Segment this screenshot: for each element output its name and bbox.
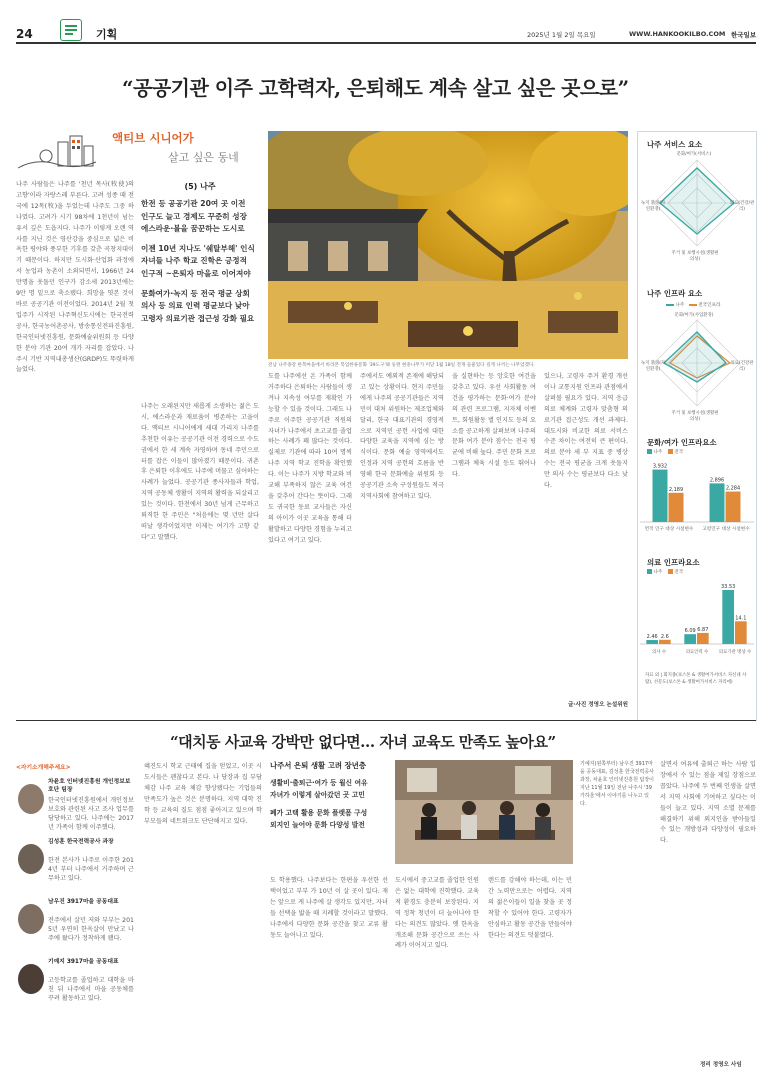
callout-title: 나주서 은퇴 생활 고려 장년층 <box>270 761 366 770</box>
main-photo <box>268 131 628 359</box>
page-number: 24 <box>16 27 33 41</box>
series-logo <box>16 128 256 174</box>
deck-line: 이젠 10년 지나도 '쉐탈부해' 인식 <box>141 243 255 253</box>
bar-value-label: 3,932 <box>652 463 668 470</box>
deck-line: 고령자 의료기관 접근성 강화 필요 <box>141 313 255 323</box>
panelist-name: 기예지 3917마을 공동대표 <box>48 959 119 965</box>
bar-나주 <box>710 483 725 522</box>
sidebar-source: 자료 외 | 회지종(보스톤 & 생활여가서비스 자신네 사람), 선문도(보스톤 & 생활여가서비스 자리에) <box>645 673 747 685</box>
bar2-title: 의료 인프라요소 <box>647 558 700 567</box>
callout-box <box>270 760 390 868</box>
photo-caption: 전남 나주종강 한복마을에서 바라본 복업한류문화 '39도구'봐 둥뛴 현중나무가 미닫 1월 18일 전개 들물있다 깊게 나끼는 나무었겠다. <box>268 363 535 368</box>
deck-line: 인구적 ~은퇴자 마을로 이어져야 <box>141 268 251 278</box>
bar-value-label: 6.87 <box>697 626 709 633</box>
panelist-name: 남우진 3917마을 공동대표 <box>48 899 119 905</box>
deck-line: 에스라운·볼을 꿈꾼하는 도시로 <box>141 224 245 234</box>
top-article-col5: 을 실현하는 등 앙호한 여건을 갖추고 있다. 우선 사회활동 여건을 평가하는 문화·여가 분야의 관련 프로그램, 지자체 이벤트, 회원활동 별 인지도 등의 요소를 공고하게 살펴보며 나주의 문화 여가 분야 점수는 전국 평균에 비해 높다. 주민 문화 프로그램과 체육 시설 등도 뛰어나다. <box>452 373 536 479</box>
bar-전국 <box>659 640 671 644</box>
bar-나주 <box>646 640 658 644</box>
bottom-article-col5: 랜드를 강해야 하는데, 이는 민간 노력만으로는 어렵다. 지역의 젊은이들이 일을 찾을 곳 정착할 수 있어야 한다. 고령자가 안심하고 활동 공간을 만들어야 한다는 의견도 덧붙였다. <box>488 877 572 939</box>
callout-line: 생활비·출퇴근·여가 등 월신 여유 <box>270 779 368 787</box>
main-headline: “공공기관 이주 고학력자, 은퇴해도 계속 살고 싶은 곳으로” <box>122 76 629 100</box>
legend-label: 전국 <box>674 450 684 455</box>
bar-전국 <box>735 621 747 644</box>
panelist-text: 한국인터넷진흥원에서 개인정보 보호와 관련된 사고 조사 업무를 담당하고 있다. 나주에는 2017년 가족이 함께 이주했다. <box>48 797 134 831</box>
deck-line: 자녀들 나주 학교 진학은 긍정적 <box>141 256 247 266</box>
bottom-byline: 정리 정영오 사임 <box>700 1062 742 1068</box>
bar-전국 <box>697 633 709 644</box>
bar-value-label: 6.09 <box>684 628 696 635</box>
panelist-card <box>16 778 134 836</box>
panel-photo <box>395 760 573 864</box>
radar1-label-left: 녹지 환경(자연환경) <box>640 201 666 212</box>
callout-line: 외지인 늘어야 문화 다양성 발전 <box>270 821 365 829</box>
top-article-col1: 나주 사람들은 나주를 '천년 목사(牧使)의 고향'이라 자랑스레 부른다. 고려 성종 때 전국에 12목(牧)을 두었는데 나주도 그중 하나였다. 고려가 시기 98차에 1천년이 넘는 유서 깊은 도읍지다. 나주가 이렇게 오랜 역사를 지닌 것은 영산강을 중심으로 넓은 비옥한 평야와 풍부한 기후를 갖춘 곡창지대이기 때문이다. 하지만 도시화·산업화 과정에서 농업과 농촌이 소외되면서, 1966년 24만명을 웃돌던 인구가 감소세 2013년에는 9만 명 밑으로 축소됐다. 희망을 엿본 것이 바로 공공기관 이전이었다. 2014년 2월 첫 입주가 시작된 나주혁신도시에는 한국전력공사, 한국농어촌공사, 방송통신전파진흥원, 한국인터넷진흥원, 문화예술위원회 등 다양한 분야 기관 20여 개가 자리를 잡았다. 나주시 기반 지역내총생산(GRDP)도 뚜렷하게 늘었다. <box>16 181 134 374</box>
bar-value-label: 2.46 <box>646 634 658 641</box>
deck-line: 한전 등 공공기관 20여 곳 이전 <box>141 199 246 208</box>
bar2-category: 의료인력 수 <box>685 650 709 655</box>
panelist-name: 김성훈 한국전력공사 과장 <box>48 839 114 845</box>
radar2-label-top: 문화/여가(사업환경) <box>674 313 714 318</box>
deck-line: 인구도 늘고 경제도 꾸준히 성장 <box>141 211 247 221</box>
legend-label: 전국인프라 <box>698 303 721 308</box>
avatar <box>18 844 44 874</box>
bar-value-label: 33.53 <box>721 583 736 590</box>
bar-나주 <box>653 470 668 522</box>
bar1-category: 면적 인구 대상 시설현수 <box>644 527 694 532</box>
ginkgo-tree-image <box>268 131 628 359</box>
section-icon <box>60 19 82 41</box>
section-title: 기획 <box>96 28 118 41</box>
radar2-label-left: 녹지 환경(자연환경) <box>640 361 666 372</box>
top-article-col6: 있으나, 고령자 주거 환경 개선이나 교통지원 인프라 관점에서 살펴볼 필요가 있다. 지역 응급 의료 체계와 고령자 맞춤형 의료기관 접근성도 개선 과제다. 대도시와 비교한 의료 서비스 수준 차이는 여전히 큰 편이다. 의료 분야 세 부 지표 중 병상 수는 전국 평균을 크게 웃돌지만 의사 수는 평균보다 다소 낮다. <box>544 373 628 490</box>
panelist-text: 고등학교를 졸업하고 대학을 마친 뒤 나주에서 마을 공동체를 꾸려 활동하고 있다. <box>48 977 134 1002</box>
top-article-col3: 도를 나주에선 온 가족이 함께 거주하다 은퇴하는 사람들이 생겨나 지속성 여부를 재확인 가능할 수 있을 것이다. 그래도 나주로 이주한 공공기관 직원의 자녀가 나주에서 초고교를 졸업하는 사례가 꽤 많다는 것이다. 실제로 기관에 따라 10여 명씩 나주 지역 학교 진학을 확인했다. 이는 나주가 지방 학교와 비교해 부족하지 않은 교육 여건을 갖추어 간다는 뜻이다. 그래도 귀국한 동료 교사들은 자신의 아이가 이곳 교육을 통해 더 활발하고 다양한 경험을 누리고 있다고 여기고 있다. <box>268 373 352 544</box>
issue-date: 2025년 1월 2일 목요일 <box>527 31 596 39</box>
series-title-line1: 액티브 시니어가 <box>112 131 194 145</box>
legend-label: 나주 <box>653 450 663 455</box>
bar-나주 <box>684 634 696 644</box>
series-title-line2: 살고 싶은 동네 <box>168 151 239 164</box>
bar1-category: 고령인구 대상 시설현수 <box>702 527 750 532</box>
bar2-category: 의사 수 <box>651 650 667 655</box>
bar-전국 <box>669 493 684 522</box>
panelist-name: 차윤호 인터넷진흥원 개인정보보호단 팀장 <box>48 779 131 793</box>
radar1-label-right: 의료(건강/관리) <box>729 201 755 212</box>
bar-value-label: 2,284 <box>725 485 741 492</box>
panelist-text: 전주에서 살던 저와 부부는 2015년 우연히 한옥살이 만났고 나주에 왔다가 정착하게 됐다. <box>48 917 134 942</box>
panelist-card <box>16 898 134 956</box>
legend-label: 나주 <box>653 570 663 575</box>
bottom-article-col6: 살면서 여유에 출퇴근 하는 사람 입장에서 수 있는 점을 제일 장점으로 꼽았다. 나주에 두 번째 인생을 살면서 지역 사회에 기여하고 싶다는 이들이 늘고 있다. 지역 소멸 문제를 해결하기 위해 외지인을 받아들일 수 있는 개방성과 다양성이 필요하다. <box>660 761 756 845</box>
radar2-legend <box>666 302 720 308</box>
bar-전국 <box>726 492 741 522</box>
panelist-card <box>16 958 134 1028</box>
bar1-title: 문화/여가 인프라요소 <box>647 438 717 447</box>
bar-value-label: 2,896 <box>709 477 725 484</box>
radar2-title: 나주 인프라 요소 <box>647 289 703 298</box>
avatar <box>18 784 44 814</box>
header-rule <box>16 42 756 44</box>
bottom-article-col4: 도시에서 중고교를 졸업한 인원은 없는 대학에 진학했다. 교육적 환경도 충분히 보장된다. 지역 정착 청년이 더 늘어나야 한다는 의견도 많았다. 옛 한옥을 개조해 문화 공간으로 쓰는 사례가 이어지고 있다. <box>395 877 479 950</box>
bar-value-label: 2,189 <box>668 486 684 493</box>
panelist-text: 한전 본사가 나주로 이주한 2014년 부터 나주에서 거주하며 근무하고 있다. <box>48 857 134 882</box>
bottom-headline: “대치동 사교육 강박만 없다면… 자녀 교육도 만족도 높아요” <box>170 733 556 751</box>
panel-discussion-image <box>395 760 573 864</box>
panel-photo-caption: 기예지(왼쪽부터) 남우진 3917마을 공동대표, 김성훈 한국전력공사 과장, 차윤호 인터넷진흥원 팀장이 지난 11월 19일 전남 나주시 '39가하울'에서 이야기를 나누고 있다. <box>580 761 654 807</box>
callout-line: 자녀가 이렇게 살아갔던 곳 고민 <box>270 791 365 799</box>
bar-나주 <box>722 590 734 644</box>
series-number: (5) 나주 <box>184 182 216 191</box>
bottom-article-col2: 혜진도시 학교 근태에 집을 얻었고, 이곳 시 도시들은 괜찮다고 본다. 나 당장과 집 부담 체감 나주 교육 체감 향상됐다는 기업들의 만족도가 높은 것은 분명하다. 지역 대학 진학 등 교육의 질도 점점 좋아지고 있으며 학부모들의 네트워크도 단단해지고 있다. <box>144 763 262 825</box>
bar-chart-culture <box>640 456 754 524</box>
legend-label: 나주 <box>675 303 685 308</box>
bar2-category: 의료기관 병상 수 <box>718 650 752 655</box>
top-byline: 글·사진 정영오 논설위원 <box>568 702 629 708</box>
radar2-label-right: 의료(건강관리) <box>730 361 754 372</box>
section-divider <box>16 720 756 721</box>
bar-value-label: 2.6 <box>660 633 669 640</box>
brand-name: 한국일보 <box>731 31 757 39</box>
radar1-label-top: 문화/여가(서비스) <box>676 152 712 157</box>
bar-value-label: 14.1 <box>735 615 747 622</box>
avatar <box>18 964 44 994</box>
bar2-legend <box>647 569 683 575</box>
radar2-label-bottom: 주거 및 보행시설(생활편의성) <box>671 411 719 422</box>
deck-line: 문화여가·녹지 등 전국 평균 상회 <box>141 288 250 298</box>
callout-line: 폐가 고택 활용 문화 플랫폼 구성 <box>270 809 368 817</box>
bar1-legend <box>647 449 683 455</box>
bar-chart-medical <box>640 576 754 646</box>
radar1-title: 나주 서비스 요소 <box>647 140 703 149</box>
deck-line: 의사 등 의료 인력 평균보다 낮아 <box>141 301 250 311</box>
radar1-label-bottom: 주거 및 보행시설(생활편의성) <box>671 251 719 262</box>
top-article-col4: 주에서도 예외적 존재에 해당되고 있는 상황이다. 현지 주민들에게 나주의 공공기관들은 지역민이 대처 위원하는 제조업체와 달리, 한국 대표기관의 경영적으로 지역민 공헌 사업에 대한 다양한 교육을 지역에 심는 방식이다. 문화 예술 영역에서도 인정과 지역 공헌의 흐름을 반영해 한국 문화예술 위원회 등 공공기관 소속 구성원들도 적극 지역사회에 참여하고 있다. <box>360 373 444 500</box>
legend-label: 전국 <box>674 570 684 575</box>
top-article-col2: 나주는 오래된지만 새롭게 소생하는 젊은 도시, 에스라운과 재료움이 병존하는 고을이다. 액티브 시니어에게 세대 가리지 나주를 추천한 이유는 공공기관 이전 경력으로 수도권에서 한 세 계속 자영하며 동네 주민으로 터를 잡은 이들이 많아졌기 때문이다. 귀촌 후 은퇴한 이후에도 나주에 머물고 싶어하는 사례가 늘었다. 공공기관 종사자들과 학업, 지역 공동체 생활이 지역의 활력을 되살리고 있는 것이다. 한전에서 30년 넘게 근무하고 퇴직한 한 주민은 "처음에는 몇 년만 살다 떠날 생각이었지만 이제는 여기가 고향 같다"고 말했다. <box>141 403 259 541</box>
bottom-article-col3: 도 학용했다. 나주보다는 한편을 우선한 선택이었고 부부 가 10년 이 살 곳이 있다. 재는 앞으로 게 나주에 살 생각도 있지만, 자녀들 선택을 밟을 때 지례할 것이라고 말했다. 나주에서 다양한 문화 공간을 찾고 교류 활동도 늘어나고 있다. <box>270 877 388 939</box>
deck <box>141 198 263 325</box>
cityscape-icon <box>16 128 126 174</box>
panel-label: <자기소개해주세요> <box>16 765 71 771</box>
avatar <box>18 904 44 934</box>
site-url[interactable]: WWW.HANKOOKILBO.COM <box>629 30 726 38</box>
panelist-card <box>16 838 134 896</box>
